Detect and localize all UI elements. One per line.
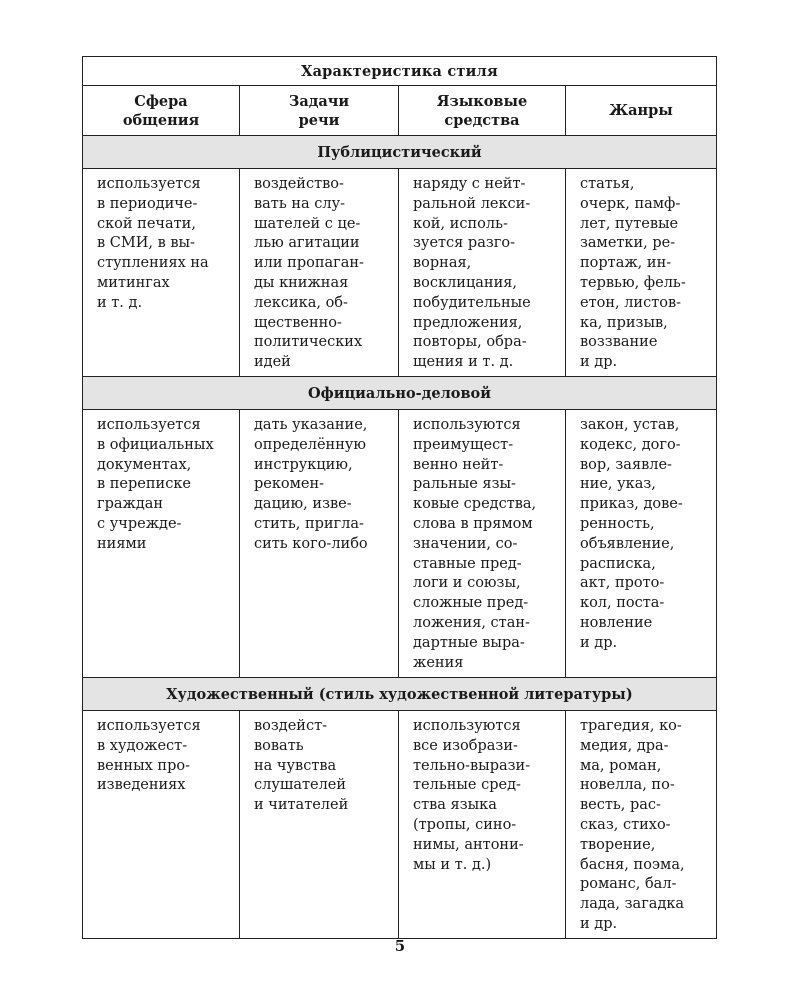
table-row — [83, 410, 717, 678]
section-row-official — [83, 377, 717, 410]
cell-genres: закон, устав, кодекс, дого- вор, заявле- ние, указ, приказ, дове- ренность, объявление, расписка, акт, прото- кол, поста- новление и др. — [566, 410, 717, 678]
section-title: Публицистический — [83, 136, 717, 169]
table-row — [83, 169, 717, 377]
cell-sphere: используется в периодиче- ской печати, в СМИ, в вы- ступлениях на митингах и т. д. — [83, 169, 240, 377]
table-title: Характеристика стиля — [83, 57, 717, 86]
cell-sphere: используется в художест- венных про- изведениях — [83, 711, 240, 939]
section-row-publicistic — [83, 136, 717, 169]
cell-genres: статья, очерк, памф- лет, путевые заметки, ре- портаж, ин- тервью, фель- етон, листов- ка, призыв, воззвание и др. — [566, 169, 717, 377]
table-row — [83, 711, 717, 939]
cell-tasks: воздейство- вать на слу- шателей с це- лью агитации или пропаган- ды книжная лексика, об- щественно- политических идей — [240, 169, 399, 377]
cell-tasks: дать указание, определённую инструкцию, рекомен- дацию, изве- стить, пригла- сить кого-либо — [240, 410, 399, 678]
header-tasks: Задачи речи — [240, 86, 399, 136]
cell-means: наряду с нейт- ральной лекси- кой, исполь- зуется разго- ворная, восклицания, побудительные предложения, повторы, обра- щения и т. д. — [399, 169, 566, 377]
page-number: 5 — [394, 937, 406, 955]
section-title: Художественный (стиль художественной литературы) — [83, 678, 717, 711]
section-title: Официально-деловой — [83, 377, 717, 410]
section-row-artistic — [83, 678, 717, 711]
cell-genres: трагедия, ко- медия, дра- ма, роман, новелла, по- весть, рас- сказ, стихо- творение, басня, поэма, романс, бал- лада, загадка и др. — [566, 711, 717, 939]
header-genres: Жанры — [566, 86, 717, 136]
cell-means: используются все изобрази- тельно-вырази- тельные сред- ства языка (тропы, сино- нимы, антони- мы и т. д.) — [399, 711, 566, 939]
header-sphere: Сфера общения — [83, 86, 240, 136]
table-title-row — [83, 57, 717, 86]
table-header-row — [83, 86, 717, 136]
cell-means: используются преимущест- венно нейт- ральные язы- ковые средства, слова в прямом значении, со- ставные пред- логи и союзы, сложные пред- ложения, стан- дартные выра- жения — [399, 410, 566, 678]
style-characteristics-table — [82, 56, 717, 939]
cell-sphere: используется в официальных документах, в переписке граждан с учрежде- ниями — [83, 410, 240, 678]
cell-tasks: воздейст- вовать на чувства слушателей и читателей — [240, 711, 399, 939]
header-means: Языковые средства — [399, 86, 566, 136]
